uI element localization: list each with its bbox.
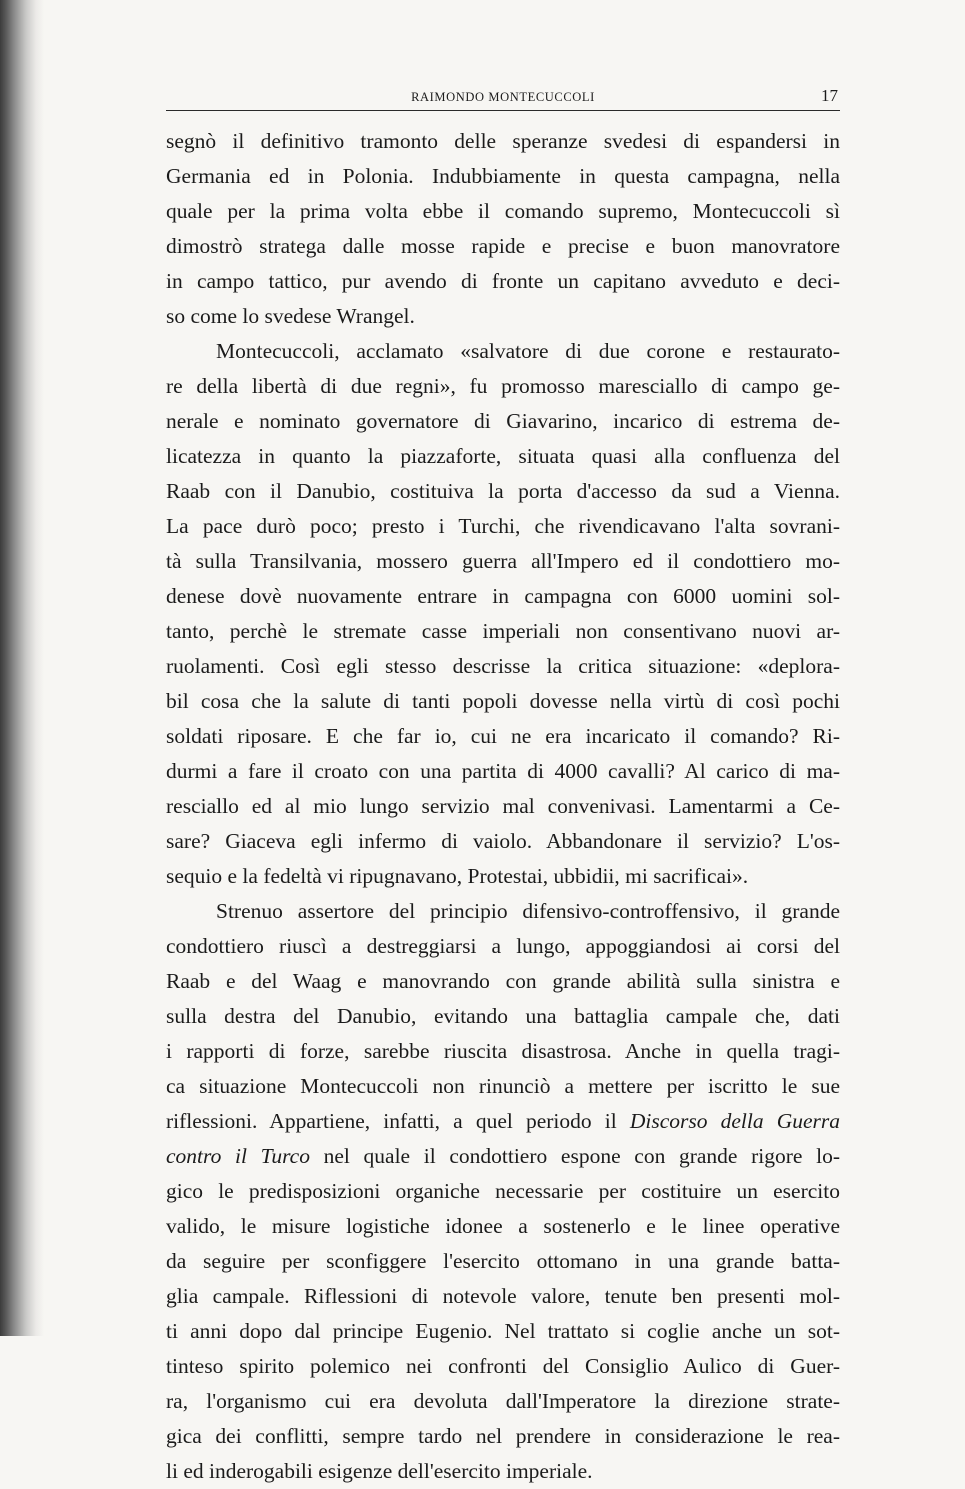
body-text [166,124,840,1489]
text-line: durmi a fare il croato con una partita di 4000 cavalli? Al carico di ma- [166,759,840,783]
text-line-with-title [166,1104,840,1139]
text-line: quale per la prima volta ebbe il comando supremo, Montecuccoli sì [166,199,840,223]
text-line: sequio e la fedeltà vi ripugnavano, Protestai, ubbidii, mi sacrificai». [166,864,749,888]
text-line: tà sulla Transilvania, mossero guerra all'Impero ed il condottiero mo- [166,549,840,573]
text-line: tanto, perchè le stremate casse imperiali non consentivano nuovi ar- [166,619,840,643]
text-line: bil cosa che la salute di tanti popoli dovesse nella virtù di così pochi [166,689,840,713]
text-line: condottiero riuscì a destreggiarsi a lungo, appoggiandosi ai corsi del [166,934,840,958]
text-line: segnò il definitivo tramonto delle speranze svedesi di espandersi in [166,129,840,153]
text-fragment: nel quale il condottiero espone con grande rigore lo- [309,1144,840,1168]
text-line: valido, le misure logistiche idonee a sostenerlo e le linee operative [166,1214,840,1238]
text-line: Raab con il Danubio, costituiva la porta d'accesso da sud a Vienna. [166,479,840,503]
text-line-with-title [166,1139,840,1174]
book-title-fragment: contro il Turco [166,1144,310,1168]
text-line: soldati riposare. E che far io, cui ne era incaricato il comando? Ri- [166,724,840,748]
paragraph-3 [166,894,840,1489]
text-line: nerale e nominato governatore di Giavarino, incarico di estrema de- [166,409,840,433]
text-line: dimostrò stratega dalle mosse rapide e precise e buon manovratore [166,234,840,258]
text-line: da seguire per sconfiggere l'esercito ottomano in una grande batta- [166,1249,840,1273]
text-line: tinteso spirito polemico nei confronti del Consiglio Aulico di Guer- [166,1354,840,1378]
text-line: gico le predisposizioni organiche necessarie per costituire un esercito [166,1179,840,1203]
text-line: in campo tattico, pur avendo di fronte un capitano avveduto e deci- [166,269,840,293]
page-number: 17 [821,86,838,105]
text-fragment: riflessioni. Appartiene, infatti, a quel periodo il [166,1109,630,1133]
text-line: ra, l'organismo cui era devoluta dall'Imperatore la direzione strate- [166,1389,840,1413]
text-line: Germania ed in Polonia. Indubbiamente in questa campagna, nella [166,164,840,188]
running-head: RAIMONDO MONTECUCCOLI [411,90,595,104]
text-line: ti anni dopo dal principe Eugenio. Nel trattato si coglie anche un sot- [166,1319,840,1343]
text-line: li ed inderogabili esigenze dell'esercito imperiale. [166,1459,593,1483]
book-title-fragment: Discorso della Guerra [629,1109,840,1133]
paragraph-2 [166,334,840,894]
text-line: licatezza in quanto la piazzaforte, situata quasi alla confluenza del [166,444,840,468]
text-line: sulla destra del Danubio, evitando una battaglia campale che, dati [166,1004,840,1028]
text-line: i rapporti di forze, sarebbe riuscita disastrosa. Anche in quella tragi- [166,1039,840,1063]
text-line: so come lo svedese Wrangel. [166,304,415,328]
book-binding-shadow [0,0,44,1336]
text-line: ruolamenti. Così egli stesso descrisse la critica situazione: «deplora- [166,654,840,678]
text-line: gica dei conflitti, sempre tardo nel prendere in considerazione le rea- [166,1424,840,1448]
text-line: resciallo ed al mio lungo servizio mal convenivasi. Lamentarmi a Ce- [166,794,840,818]
paragraph-1 [166,124,840,334]
text-line: Strenuo assertore del principio difensivo-controffensivo, il grande [216,899,840,923]
page-header [166,86,840,111]
text-line: denese dovè nuovamente entrare in campagna con 6000 uomini sol- [166,584,840,608]
text-line: sare? Giaceva egli infermo di vaiolo. Abbandonare il servizio? L'os- [166,829,840,853]
text-line: glia campale. Riflessioni di notevole valore, tenute ben presenti mol- [166,1284,840,1308]
text-line: Raab e del Waag e manovrando con grande abilità sulla sinistra e [166,969,840,993]
text-line: re della libertà di due regni», fu promosso maresciallo di campo ge- [166,374,840,398]
text-line: Montecuccoli, acclamato «salvatore di due corone e restaurato- [216,339,840,363]
text-line: ca situazione Montecuccoli non rinunciò a mettere per iscritto le sue [166,1074,840,1098]
text-line: La pace durò poco; presto i Turchi, che rivendicavano l'alta sovrani- [166,514,840,538]
